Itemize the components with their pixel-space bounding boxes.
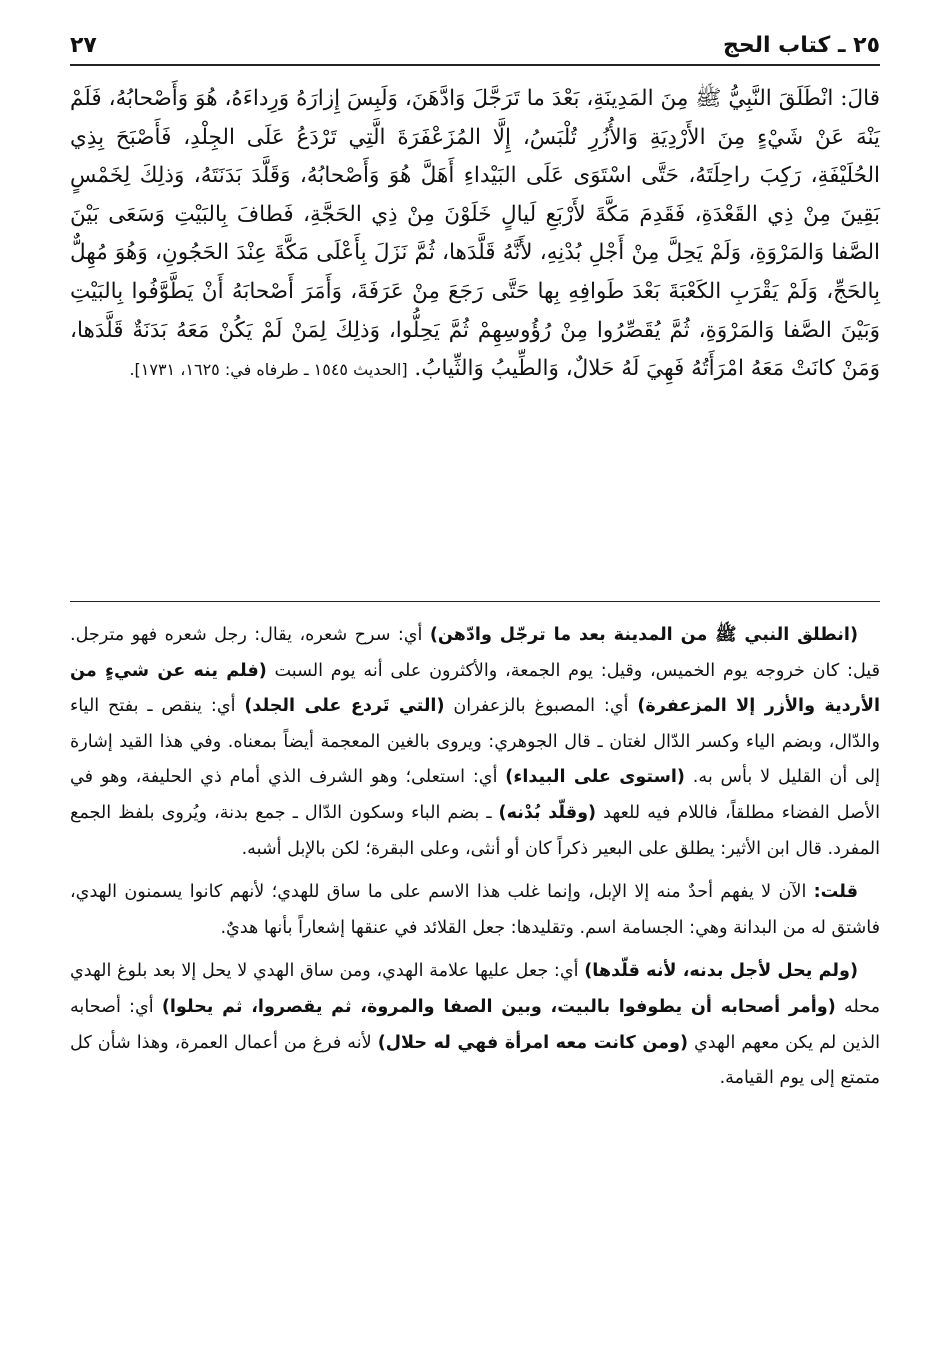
commentary-text: لأنه فرغ من أعمال العمرة، وهذا شأن كل متمتع إلى يوم القيامة.: [70, 1032, 880, 1089]
commentary: [70, 618, 880, 1105]
bold-quote: (استوى على البيداء): [505, 767, 685, 788]
commentary-text: أي: ينقص ـ بفتح الياء والدّال، وبضم الياء وكسر الدّال لغتان ـ قال الجوهري: ويروى بالغين المعجمة أيضاً بمعناه. وفي هذا القيد إشارة إلى أن القليل لا بأس به.: [70, 696, 880, 788]
bold-quote: (التي تَردع على الجلد): [244, 696, 445, 717]
header-divider: [70, 64, 880, 66]
hadith-body: قالَ: انْطَلَقَ النَّبِيُّ ﷺ مِنَ المَدِينَةِ، بَعْدَ ما تَرَجَّلَ وَادَّهَنَ، وَلَبِسَ إِزارَهُ وَرِداءَهُ، هُوَ وَأَصْحابُهُ، فَلَمْ يَنْهَ عَنْ شَيْءٍ مِنَ الأَرْدِيَةِ وَالأُزُرِ تُلْبَسُ، إِلَّا المُزَعْفَرَةَ الَّتِي تَرْدَعُ عَلَى الجِلْدِ، فَأَصْبَحَ بِذِي الحُلَيْفَةِ، رَكِبَ راحِلَتَهُ، حَتَّى اسْتَوَى عَلَى البَيْداءِ أَهَلَّ هُوَ وَأَصْحابُهُ، وَقَلَّدَ بَدَنَتَهُ، وَذلِكَ لِخَمْسٍ بَقِينَ مِنْ ذِي القَعْدَةِ، فَقَدِمَ مَكَّةَ لأَرْبَعِ لَيالٍ خَلَوْنَ مِنْ ذِي الحَجَّةِ، فَطافَ بِالبَيْتِ وَسَعَى بَيْنَ الصَّفا وَالمَرْوَةِ، وَلَمْ يَحِلَّ مِنْ أَجْلِ بُدْنِهِ، لأَنَّهُ قَلَّدَها، ثُمَّ نَزَلَ بِأَعْلَى مَكَّةَ عِنْدَ الحَجُونِ، وَهُوَ مُهِلٌّ بِالحَجِّ، وَلَمْ يَقْرَبِ الكَعْبَةَ بَعْدَ طَوافِهِ بِها حَتَّى رَجَعَ مِنْ عَرَفَةَ، وَأَمَرَ أَصْحابَهُ أَنْ يَطَّوَّفُوا بِالبَيْتِ وَبَيْنَ الصَّفا وَالمَرْوَةِ، ثُمَّ يُقَصِّرُوا مِنْ رُؤُوسِهِمْ ثُمَّ يَحِلُّوا، وَذلِكَ لِمَنْ لَمْ يَكُنْ مَعَهُ بَدَنَةٌ قَلَّدَها، وَمَنْ كانَتْ مَعَهُ امْرَأَتُهُ فَهِيَ لَهُ حَلالٌ، وَالطِّيبُ وَالثِّيابُ.: [70, 86, 880, 382]
bold-quote: قلت:: [813, 882, 858, 903]
bold-quote: (ومن كانت معه امرأة فهي له حلال): [377, 1032, 689, 1053]
hadith-reference: [الحديث ١٥٤٥ ـ طرفاه في: ١٦٢٥، ١٧٣١].: [129, 360, 408, 380]
commentary-paragraph: [70, 954, 880, 1096]
bold-quote: (ولم يحل لأجل بدنه، لأنه قلّدها): [584, 961, 859, 982]
bold-quote: (وقلّد بُدْنه): [498, 802, 597, 823]
bold-quote: (وأمر أصحابه أن يطوفوا بالبيت، وبين الصفا والمروة، ثم يقصروا، ثم يحلوا): [161, 996, 836, 1017]
commentary-text: أي: جعل عليها علامة الهدي، ومن ساق الهدي لا يحل إلا بعد بلوغ الهدي محله: [70, 961, 880, 1017]
page-number: ٢٧: [70, 33, 97, 58]
chapter-title: ٢٥ ـ كتاب الحج: [722, 33, 880, 58]
commentary-text: أي: أصحابه الذين لم يكن معهم الهدي: [70, 996, 881, 1053]
commentary-text: الآن لا يفهم أحدٌ منه إلا الإبل، وإنما غلب هذا الاسم على ما ساق للهدي؛ لأنهم كانوا يسمنون الهدي، فاشتق له من البدانة وهي: الجسامة اسم. وتقليدها: جعل القلائد في عنقها إشعاراً بأنها هديٌ.: [70, 882, 880, 938]
running-head: [70, 26, 880, 58]
commentary-paragraph: [70, 618, 880, 867]
bold-quote: (انطلق النبي ﷺ من المدينة بعد ما ترجّل وادّهن): [429, 625, 858, 645]
commentary-text: أي: المصبوغ بالزعفران: [444, 696, 638, 717]
footnote-divider: [70, 601, 880, 602]
commentary-text: ـ بضم الباء وسكون الدّال ـ جمع بدنة، ويُروى بلفظ الجمع المفرد. قال ابن الأثير: يطلق على البعير ذكراً كان أو أنثى، وعلى البقرة؛ لكن بالإبل أشبه.: [70, 802, 880, 859]
hadith-text: [70, 80, 880, 390]
commentary-text: أي: استعلى؛ وهو الشرف الذي أمام ذي الحليفة، وهو في الأصل الفضاء مطلقاً، فاللام فيه للعهد: [70, 767, 880, 823]
commentary-paragraph: [70, 875, 880, 946]
bold-quote: (فلم ينه عن شيءٍ من الأردية والأزر إلا المزعفرة): [70, 660, 880, 717]
commentary-text: أي: سرح شعره، يقال: رجل شعره فهو مترجل. قيل: كان خروجه يوم الخميس، وقيل: يوم الجمعة، والأكثرون على أنه يوم السبت: [70, 625, 881, 681]
